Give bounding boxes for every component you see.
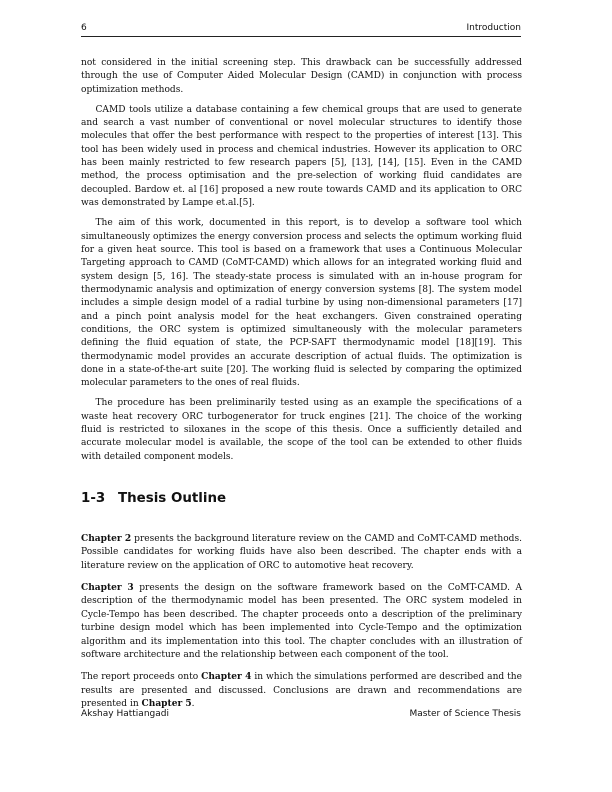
outline-chapter-3 [81,582,522,662]
chapter-3-label: Chapter 3 [81,583,134,594]
chapter-3-text: presents the design on the software framework based on the CoMT-CAMD. A description of the thermodynamic model has been presented. The ORC system modeled in Cycle-Tempo has been described. The chapter proceeds onto a description of the preliminary turbine design model which has been implemented into Cycle-Tempo and the optimization algorithm and its implementation into this tool. The chapter concludes with an illustration of software architecture and the relationship between each component of the tool. [81,583,522,660]
page-header [81,22,521,36]
page-footer [81,709,521,723]
paragraph-3: The aim of this work, documented in this report, is to develop a software tool which simultaneously optimizes the energy conversion process and selects the optimum working fluid for a given heat source. This tool is based on a framework that uses a Continuous Molecular Targeting approach to CAMD (CoMT-CAMD) which allows for an integrated working fluid and system design [5, 16]. The steady-state process is simulated with an in-house program for thermodynamic analysis and optimization of energy conversion systems [8]. The system model includes a simple design model of a radial turbine by using non-dimensional parameters [17] and a pinch point analysis model for the heat exchangers. Given constrained operating conditions, the ORC system is optimized simultaneously with the molecular parameters defining the fluid equation of state, the PCP-SAFT thermodynamic model [18][19]. This thermodynamic model provides an accurate description of actual fluids. The optimization is done in a state-of-the-art suite [20]. The working fluid is selected by comparing the optimized molecular parameters to the ones of real fluids. [81,218,522,389]
chapter-2-text: presents the background literature review on the CAMD and CoMT-CAMD methods. Possible candidates for working fluids have also been described. The chapter ends with a literature review on the application of ORC to automotive heat recovery. [81,534,522,571]
chapter-4-text: in which the simulations performed are described and the results are presented and discussed. Conclusions are drawn and recommendations are presented in [81,672,522,709]
chapter-4-label: Chapter 4 [201,672,252,683]
body-text [81,57,522,471]
header-rule [81,36,521,37]
outline-chapter-2 [81,533,522,573]
footer-document-type: Master of Science Thesis [409,709,521,719]
paragraph-2: CAMD tools utilize a database containing a few chemical groups that are used to generate and search a vast number of conventional or novel molecular structures to identify those molecules that offer the best performance with respect to the properties of interest [13]. This tool has been widely used in process and chemical industries. However its application to ORC has been mainly restricted to few research papers [5], [13], [14], [15]. Even in the CAMD method, the process optimisation and the pre-selection of working fluid candidates are decoupled. Bardow et. al [16] proposed a new route towards CAMD and its application to ORC was demonstrated by Lampe et.al.[5]. [81,104,522,209]
outline-chapter-4-5 [81,671,522,711]
outline-text [81,524,522,720]
chapter-5-end: . [191,698,195,709]
chapter-4-intro: The report proceeds onto [81,672,202,683]
section-heading [81,491,226,506]
paragraph-4: The procedure has been preliminarily tested using as an example the specifications of a waste heat recovery ORC turbogenerator for truck engines [21]. The choice of the working fluid is restricted to siloxanes in the scope of this thesis. Once a sufficiently detailed and accurate molecular model is available, the scope of the tool can be extended to other fluids with detailed component models. [81,398,522,462]
chapter-5-label: Chapter 5 [141,698,192,709]
footer-author: Akshay Hattiangadi [81,709,169,719]
running-title: Introduction [466,23,521,33]
page-number: 6 [81,23,87,33]
paragraph-1: not considered in the initial screening step. This drawback can be successfully addressed through the use of Computer Aided Molecular Design (CAMD) in conjunction with process optimization methods. [81,58,522,95]
chapter-2-label: Chapter 2 [81,534,132,545]
section-title: Thesis Outline [118,491,227,506]
section-number: 1-3 [81,491,106,506]
